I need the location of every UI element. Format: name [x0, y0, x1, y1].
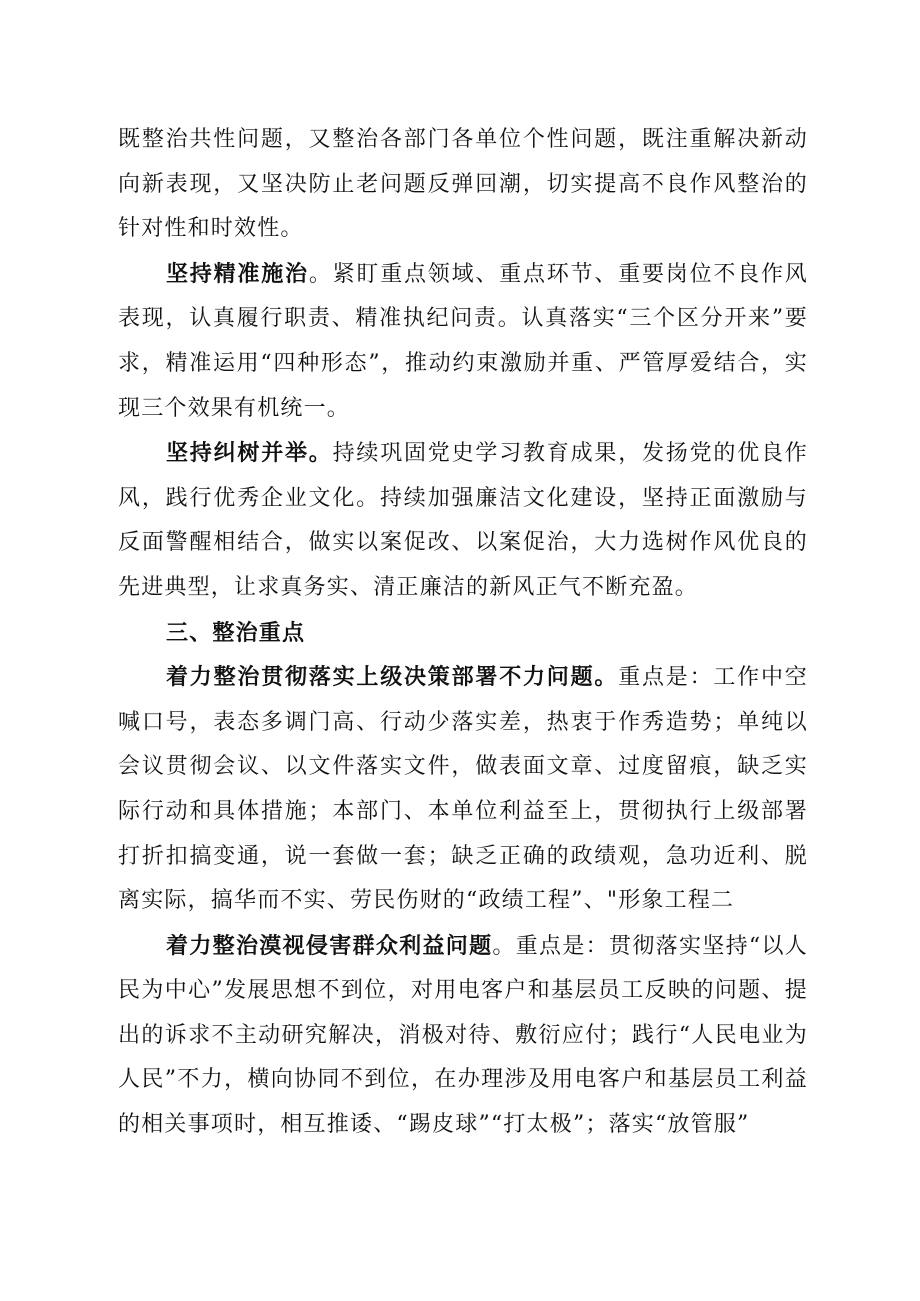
document-body [118, 118, 808, 1148]
paragraph-text: 。紧盯重点领域、重点环节、重要岗位不良作风表现，认真履行职责、精准执纪问责。认真落实“三个区分开来”要求，精准运用“四种形态”，推动约束激励并重、严管厚爱结合，实现三个效果有机统一。 [118, 261, 809, 421]
paragraph-implementation-issues [118, 655, 808, 924]
paragraph-text: 既整治共性问题，又整治各部门各单位个性问题，既注重解决新动向新表现，又坚决防止老问题反弹回潮，切实提高不良作风整治的针对性和时效性。 [118, 127, 808, 242]
paragraph-lead: 坚持精准施治 [166, 260, 309, 287]
paragraph-text: 持续巩固党史学习教育成果，发扬党的优良作风，践行优秀企业文化。持续加强廉洁文化建设，坚持正面激励与反面警醒相结合，做实以案促改、以案促治，大力选树作风优良的先进典型，让求真务实、清正廉洁的新风正气不断充盈。 [118, 441, 808, 600]
section-heading: 三、整治重点 [166, 619, 306, 646]
paragraph-text: 。重点是：贯彻落实坚持“以人民为中心”发展思想不到位，对用电客户和基层员工反映的问题、提出的诉求不主动研究解决，消极对待、敷衍应付；践行“人民电业为人民”不力，横向协同不到位，在办理涉及用电客户和基层员工利益的相关事项时，相互推诿、“踢皮球”“打太极”；落实“放管服” [118, 933, 808, 1138]
paragraph-lead: 着力整治贯彻落实上级决策部署不力问题。 [166, 664, 619, 691]
paragraph-public-interest-issues [118, 924, 808, 1148]
paragraph-lead: 着力整治漠视侵害群众利益问题 [166, 932, 493, 959]
paragraph-lead: 坚持纠树并举。 [166, 440, 333, 467]
paragraph-continuation [118, 118, 808, 252]
paragraph-precise-governance [118, 252, 808, 431]
paragraph-text: 重点是：工作中空喊口号，表态多调门高、行动少落实差，热衷于作秀造势；单纯以会议贯彻会议、以文件落实文件，做表面文章、过度留痕，缺乏实际行动和具体措施；本部门、本单位利益至上，贯彻执行上级部署打折扣搞变通，说一套做一套；缺乏正确的政绩观，急功近利、脱离实际，搞华而不实、劳民伤财的“政绩工程”、"形象工程二 [118, 665, 808, 914]
paragraph-correct-and-establish [118, 431, 808, 610]
